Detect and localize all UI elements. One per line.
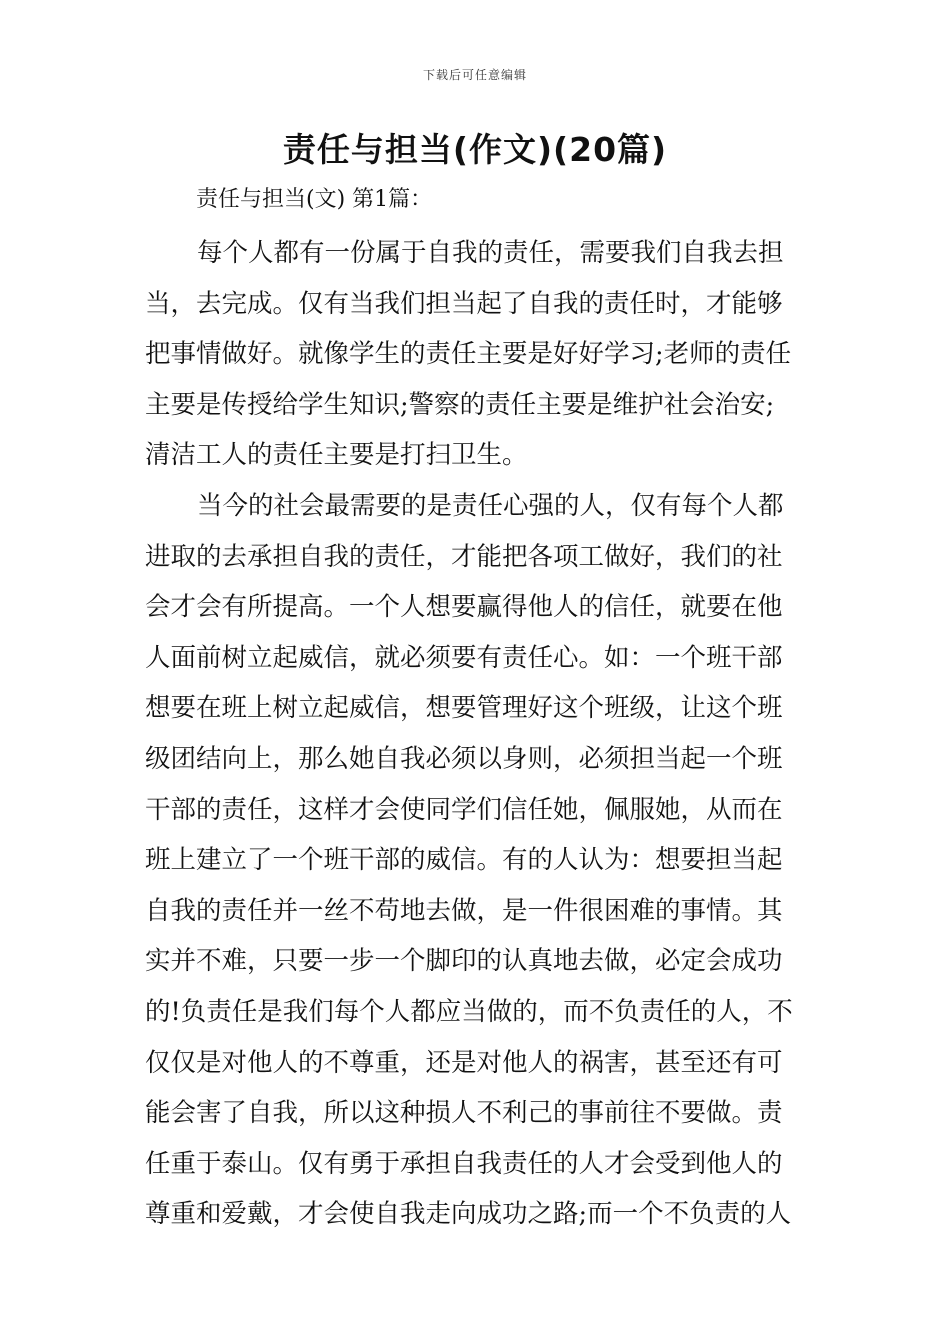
body-text [145, 228, 805, 1240]
body-line: 自我的责任并一丝不苟地去做，是一件很困难的事情。其 [145, 895, 783, 926]
body-line: 仅仅是对他人的不尊重，还是对他人的祸害，甚至还有可 [145, 1047, 783, 1078]
header-note: 下载后可任意编辑 [422, 68, 527, 82]
body-line: 当今的社会最需要的是责任心强的人，仅有每个人都 [197, 490, 784, 521]
body-line: 当，去完成。仅有当我们担当起了自我的责任时，才能够 [145, 288, 783, 319]
body-line: 能会害了自我，所以这种损人不利己的事前往不要做。责 [145, 1098, 783, 1129]
document-title: 责任与担当(作文)(20篇) [282, 130, 668, 169]
body-line: 任重于泰山。仅有勇于承担自我责任的人才会受到他人的 [145, 1148, 783, 1179]
body-line: 的!负责任是我们每个人都应当做的，而不负责任的人，不 [145, 996, 793, 1027]
body-line: 进取的去承担自我的责任，才能把各项工做好，我们的社 [145, 541, 783, 572]
body-line: 把事情做好。就像学生的责任主要是好好学习;老师的责任 [145, 339, 792, 370]
body-line: 人面前树立起威信，就必须要有责任心。如：一个班干部 [145, 642, 783, 673]
section-subheading: 责任与担当(文) 第1篇： [196, 187, 433, 212]
body-line: 实并不难，只要一步一个脚印的认真地去做，必定会成功 [145, 946, 783, 977]
body-line: 主要是传授给学生知识;警察的责任主要是维护社会治安; [145, 389, 775, 420]
body-line: 每个人都有一份属于自我的责任，需要我们自我去担 [197, 238, 784, 268]
body-line: 班上建立了一个班干部的威信。有的人认为：想要担当起 [145, 845, 783, 876]
body-line: 想要在班上树立起威信，想要管理好这个班级，让这个班 [145, 693, 783, 724]
body-line: 级团结向上，那么她自我必须以身则，必须担当起一个班 [145, 743, 783, 774]
body-line: 清洁工人的责任主要是打扫卫生。 [145, 440, 528, 471]
body-line: 干部的责任，这样才会使同学们信任她，佩服她，从而在 [145, 794, 783, 825]
body-line: 会才会有所提高。一个人想要赢得他人的信任，就要在他 [145, 592, 783, 623]
body-line: 尊重和爱戴，才会使自我走向成功之路;而一个不负责的人 [145, 1199, 792, 1230]
